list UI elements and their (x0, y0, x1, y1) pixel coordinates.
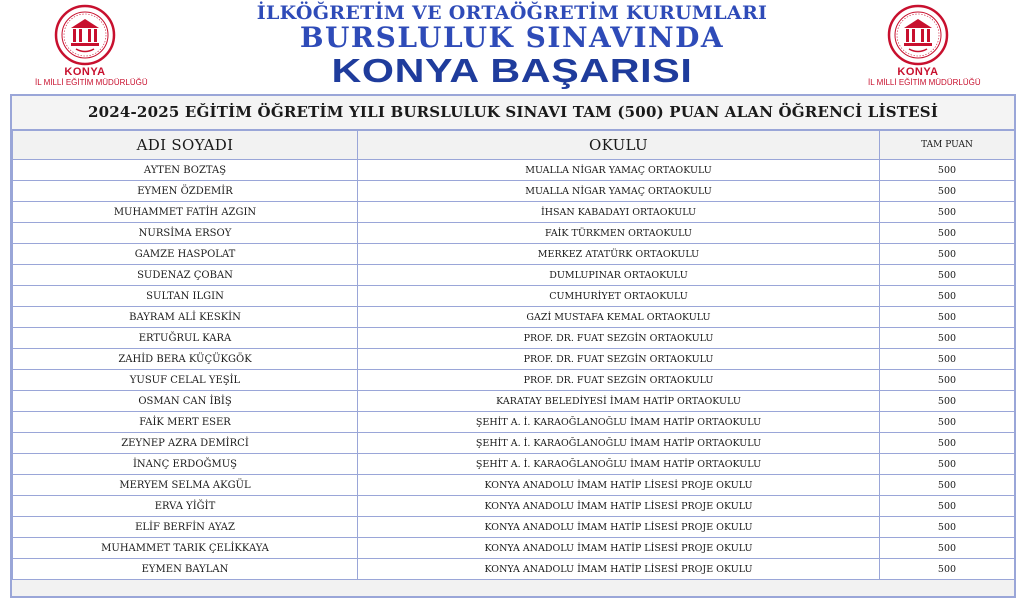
school-name-cell: PROF. DR. FUAT SEZGİN ORTAOKULU (358, 328, 880, 349)
table-row (13, 349, 1015, 370)
table-row (13, 244, 1015, 265)
school-name-cell: PROF. DR. FUAT SEZGİN ORTAOKULU (358, 370, 880, 391)
school-name-cell: MERKEZ ATATÜRK ORTAOKULU (358, 244, 880, 265)
school-name-cell: PROF. DR. FUAT SEZGİN ORTAOKULU (358, 349, 880, 370)
student-list-table (10, 94, 1016, 598)
title-line-1: İLKÖĞRETİM VE ORTAÖĞRETİM KURUMLARI (256, 2, 768, 24)
score-cell: 500 (880, 538, 1015, 559)
school-name-cell: MUALLA NİGAR YAMAÇ ORTAOKULU (358, 160, 880, 181)
student-name-cell: GAMZE HASPOLAT (13, 244, 358, 265)
score-cell: 500 (880, 286, 1015, 307)
table-row (13, 160, 1015, 181)
title-line-3: KONYA BAŞARISI (331, 52, 693, 89)
table-row (13, 391, 1015, 412)
meb-logo-left (35, 4, 148, 88)
table-row (13, 433, 1015, 454)
student-name-cell: EYMEN ÖZDEMİR (13, 181, 358, 202)
meb-emblem-icon (54, 4, 116, 66)
score-cell: 500 (880, 181, 1015, 202)
school-name-cell: KONYA ANADOLU İMAM HATİP LİSESİ PROJE OKULU (358, 475, 880, 496)
student-name-cell: İNANÇ ERDOĞMUŞ (13, 454, 358, 475)
student-name-cell: BAYRAM ALİ KESKİN (13, 307, 358, 328)
table-row (13, 559, 1015, 580)
table-row (13, 265, 1015, 286)
table-row (13, 181, 1015, 202)
student-name-cell: YUSUF CELAL YEŞİL (13, 370, 358, 391)
meb-emblem-icon (887, 4, 949, 66)
results-table (12, 130, 1015, 580)
school-name-cell: KARATAY BELEDİYESİ İMAM HATİP ORTAOKULU (358, 391, 880, 412)
score-cell: 500 (880, 391, 1015, 412)
school-name-cell: ŞEHİT A. İ. KARAOĞLANOĞLU İMAM HATİP ORTAOKULU (358, 412, 880, 433)
student-name-cell: OSMAN CAN İBİŞ (13, 391, 358, 412)
column-header-name: ADI SOYADI (13, 131, 358, 160)
school-name-cell: DUMLUPINAR ORTAOKULU (358, 265, 880, 286)
page-title-block (200, 0, 824, 90)
school-name-cell: ŞEHİT A. İ. KARAOĞLANOĞLU İMAM HATİP ORTAOKULU (358, 454, 880, 475)
title-line-2: BURSLULUK SINAVINDA (299, 21, 725, 54)
table-row (13, 202, 1015, 223)
score-cell: 500 (880, 244, 1015, 265)
score-cell: 500 (880, 559, 1015, 580)
student-name-cell: NURSİMA ERSOY (13, 223, 358, 244)
student-name-cell: SUDENAZ ÇOBAN (13, 265, 358, 286)
table-title: 2024-2025 EĞİTİM ÖĞRETİM YILI BURSLULUK SINAVI TAM (500) PUAN ALAN ÖĞRENCİ LİSTESİ (12, 96, 1014, 130)
score-cell: 500 (880, 370, 1015, 391)
score-cell: 500 (880, 433, 1015, 454)
score-cell: 500 (880, 202, 1015, 223)
score-cell: 500 (880, 412, 1015, 433)
score-cell: 500 (880, 307, 1015, 328)
table-row (13, 328, 1015, 349)
table-row (13, 412, 1015, 433)
page-header (0, 0, 1024, 92)
school-name-cell: KONYA ANADOLU İMAM HATİP LİSESİ PROJE OKULU (358, 517, 880, 538)
student-name-cell: ZAHİD BERA KÜÇÜKGÖK (13, 349, 358, 370)
table-row (13, 370, 1015, 391)
student-name-cell: MERYEM SELMA AKGÜL (13, 475, 358, 496)
table-row (13, 223, 1015, 244)
meb-logo-right (868, 4, 981, 88)
student-name-cell: MUHAMMET FATİH AZGIN (13, 202, 358, 223)
table-row (13, 307, 1015, 328)
table-row (13, 286, 1015, 307)
table-header-row (13, 131, 1015, 160)
table-row (13, 538, 1015, 559)
school-name-cell: KONYA ANADOLU İMAM HATİP LİSESİ PROJE OKULU (358, 496, 880, 517)
logo-institution-label: İL MİLLİ EĞİTİM MÜDÜRLÜĞÜ (35, 78, 148, 87)
school-name-cell: KONYA ANADOLU İMAM HATİP LİSESİ PROJE OKULU (358, 538, 880, 559)
student-name-cell: ZEYNEP AZRA DEMİRCİ (13, 433, 358, 454)
table-row (13, 517, 1015, 538)
logo-institution-label: İL MİLLİ EĞİTİM MÜDÜRLÜĞÜ (868, 78, 981, 87)
student-name-cell: ERVA YİĞİT (13, 496, 358, 517)
logo-city-label: KONYA (897, 66, 939, 78)
school-name-cell: İHSAN KABADAYI ORTAOKULU (358, 202, 880, 223)
score-cell: 500 (880, 517, 1015, 538)
school-name-cell: KONYA ANADOLU İMAM HATİP LİSESİ PROJE OKULU (358, 559, 880, 580)
student-name-cell: FAİK MERT ESER (13, 412, 358, 433)
school-name-cell: GAZİ MUSTAFA KEMAL ORTAOKULU (358, 307, 880, 328)
logo-city-label: KONYA (64, 66, 106, 78)
column-header-score: TAM PUAN (880, 131, 1015, 160)
column-header-school: OKULU (358, 131, 880, 160)
table-row (13, 454, 1015, 475)
score-cell: 500 (880, 454, 1015, 475)
score-cell: 500 (880, 223, 1015, 244)
score-cell: 500 (880, 160, 1015, 181)
score-cell: 500 (880, 265, 1015, 286)
student-name-cell: MUHAMMET TARIK ÇELİKKAYA (13, 538, 358, 559)
student-name-cell: EYMEN BAYLAN (13, 559, 358, 580)
table-row (13, 496, 1015, 517)
school-name-cell: ŞEHİT A. İ. KARAOĞLANOĞLU İMAM HATİP ORTAOKULU (358, 433, 880, 454)
student-name-cell: SULTAN ILGIN (13, 286, 358, 307)
student-name-cell: ELİF BERFİN AYAZ (13, 517, 358, 538)
score-cell: 500 (880, 349, 1015, 370)
student-name-cell: ERTUĞRUL KARA (13, 328, 358, 349)
school-name-cell: FAİK TÜRKMEN ORTAOKULU (358, 223, 880, 244)
score-cell: 500 (880, 496, 1015, 517)
school-name-cell: MUALLA NİGAR YAMAÇ ORTAOKULU (358, 181, 880, 202)
student-name-cell: AYTEN BOZTAŞ (13, 160, 358, 181)
score-cell: 500 (880, 328, 1015, 349)
school-name-cell: CUMHURİYET ORTAOKULU (358, 286, 880, 307)
table-body (13, 160, 1015, 580)
score-cell: 500 (880, 475, 1015, 496)
table-row (13, 475, 1015, 496)
